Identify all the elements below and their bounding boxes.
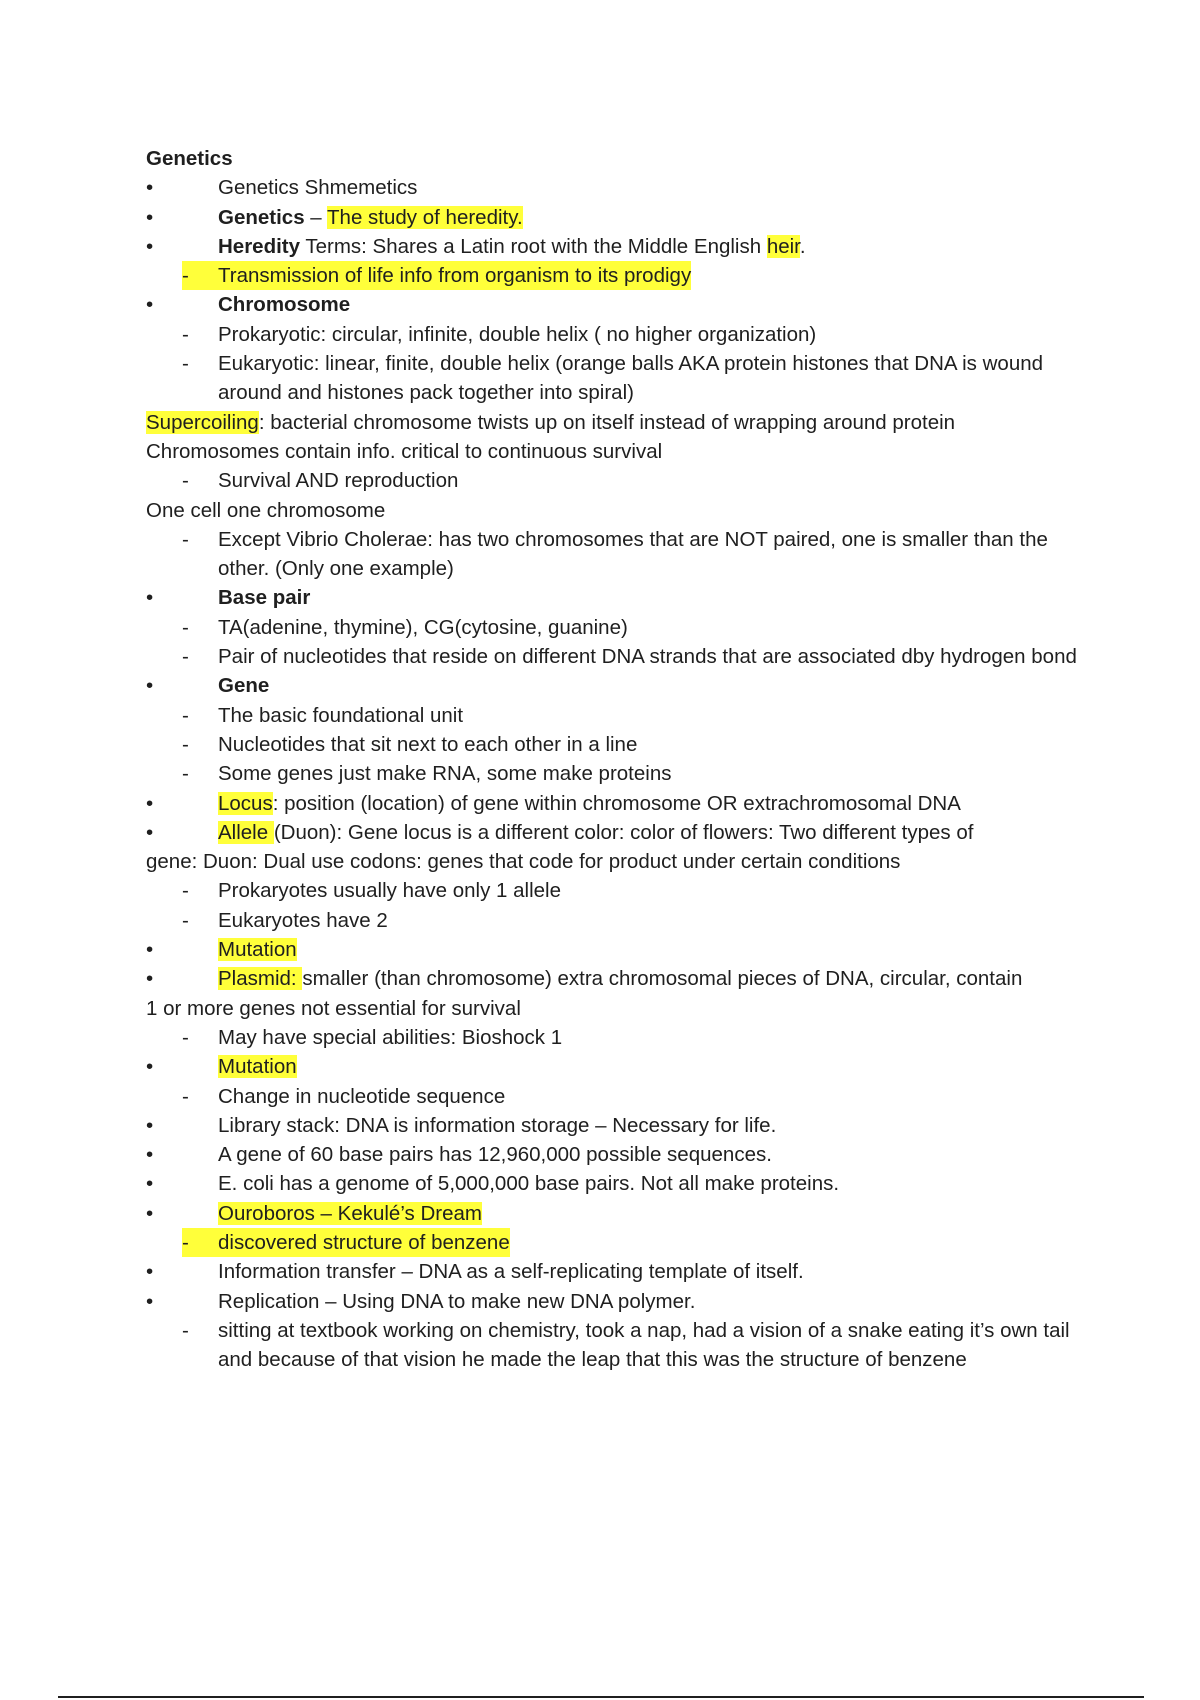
item-text: 1 or more genes not essential for survival [146,996,521,1020]
item-text: Terms: Shares a Latin root with the Middle English [300,234,767,258]
term-label: Heredity [218,234,301,258]
term-label: Gene [218,674,270,698]
item-text: Genetics Shmemetics [218,176,418,200]
paragraph-line [146,496,1096,525]
dash-marker: - [182,703,189,727]
dash-marker: - [182,908,189,932]
bullet-marker: • [146,1201,154,1225]
list-item [146,290,1096,319]
highlighted-term: Allele [218,820,274,844]
list-item [146,173,1096,202]
item-text: The basic foundational unit [218,703,464,727]
list-item [146,1287,1096,1316]
item-text: Nucleotides that sit next to each other in a line [218,732,638,756]
item-text: Pair of nucleotides that reside on different DNA strands that are associated dby hydrogen bond [218,645,1077,669]
bullet-marker: • [146,293,154,317]
list-item [146,1199,1096,1228]
bullet-marker: • [146,586,154,610]
list-subitem [146,759,1096,788]
item-text: sitting at textbook working on chemistry, took a nap, had a vision of a snake eating it’s own tail and because of that vision he made the leap that this was the structure of benzene [218,1318,1070,1372]
page-title: Genetics [146,147,233,170]
item-text: E. coli has a genome of 5,000,000 base pairs. Not all make proteins. [218,1172,840,1196]
bullet-marker: • [146,176,154,200]
list-subitem-highlighted [146,261,1096,290]
term-label: Chromosome [218,293,351,317]
item-text: discovered structure of benzene [218,1230,510,1254]
separator-text: – [304,205,328,229]
list-item [146,935,1096,964]
list-item [146,232,1096,261]
list-item [146,1052,1096,1081]
dash-marker: - [182,1230,189,1254]
item-text: A gene of 60 base pairs has 12,960,000 possible sequences. [218,1143,772,1167]
list-item [146,1140,1096,1169]
list-item [146,964,1096,993]
list-subitem [146,701,1096,730]
bullet-marker: • [146,674,154,698]
dash-marker: - [182,1025,189,1049]
bullet-marker: • [146,1143,154,1167]
bullet-marker: • [146,967,154,991]
list-item [146,818,1096,847]
term-label: Genetics [218,205,305,229]
list-item [146,203,1096,232]
list-item [146,671,1096,700]
highlighted-term: Mutation [218,938,297,962]
item-text: Change in nucleotide sequence [218,1084,506,1108]
list-item [146,1169,1096,1198]
list-subitem [146,730,1096,759]
highlighted-term: Mutation [218,1055,297,1079]
list-subitem [146,466,1096,495]
paragraph-line [146,408,1096,437]
list-subitem [146,1316,1096,1375]
item-text: : position (location) of gene within chromosome OR extrachromosomal DNA [272,791,961,815]
item-text: Survival AND reproduction [218,469,459,493]
list-item [146,1111,1096,1140]
notes-body [146,144,1096,1374]
item-text: Replication – Using DNA to make new DNA polymer. [218,1289,696,1313]
item-text: Except Vibrio Cholerae: has two chromosomes that are NOT paired, one is smaller than the other. (Only one example) [218,527,1048,581]
list-subitem [146,525,1096,584]
list-subitem-highlighted [146,1228,1096,1257]
dash-marker: - [182,732,189,756]
dash-marker: - [182,645,189,669]
bullet-marker: • [146,1172,154,1196]
term-label: Base pair [218,586,311,610]
list-subitem [146,906,1096,935]
item-text: One cell one chromosome [146,498,386,522]
item-text: Chromosomes contain info. critical to continuous survival [146,439,663,463]
bottom-rule [58,1696,1144,1698]
dash-marker: - [182,527,189,551]
list-item [146,1257,1096,1286]
list-subitem [146,876,1096,905]
bullet-marker: • [146,1260,154,1284]
bullet-marker: • [146,234,154,258]
highlighted-term: Locus [218,791,273,815]
dash-marker: - [182,762,189,786]
item-text: TA(adenine, thymine), CG(cytosine, guanine) [218,615,628,639]
item-text: Eukaryotes have 2 [218,908,388,932]
dash-marker: - [182,352,189,376]
dash-marker: - [182,322,189,346]
list-subitem [146,642,1096,671]
item-text: Eukaryotic: linear, finite, double helix (orange balls AKA protein histones that DNA is wound around and histones pack together into spiral) [218,352,1044,405]
bullet-marker: • [146,1113,154,1137]
paragraph-line [146,847,1096,876]
item-text: (Duon): Gene locus is a different color: color of flowers: Two different types of [273,820,974,844]
list-subitem [146,349,1096,408]
item-text: Library stack: DNA is information storage – Necessary for life. [218,1113,777,1137]
dash-marker: - [182,264,189,288]
list-subitem [146,1023,1096,1052]
item-text: Information transfer – DNA as a self-replicating template of itself. [218,1260,804,1284]
dash-marker: - [182,879,189,903]
paragraph-line [146,994,1096,1023]
paragraph-line [146,437,1096,466]
highlight-band [182,261,691,290]
bullet-marker: • [146,205,154,229]
highlighted-definition: The study of heredity. [327,205,523,229]
item-text: gene: Duon: Dual use codons: genes that code for product under certain conditions [146,850,901,874]
dash-marker: - [182,469,189,493]
list-subitem [146,613,1096,642]
list-subitem [146,320,1096,349]
bullet-marker: • [146,820,154,844]
highlighted-term: Supercoiling [146,410,259,434]
list-subitem [146,1082,1096,1111]
item-text: Prokaryotes usually have only 1 allele [218,879,561,903]
list-item [146,789,1096,818]
highlight-band [182,1228,510,1257]
highlighted-word: heir [766,234,800,258]
dash-marker: - [182,1318,189,1342]
item-text: smaller (than chromosome) extra chromosomal pieces of DNA, circular, contain [302,967,1023,991]
list-item [146,583,1096,612]
dash-marker: - [182,615,189,639]
dash-marker: - [182,1084,189,1108]
highlighted-term: Plasmid: [218,967,303,991]
item-text: Prokaryotic: circular, infinite, double helix ( no higher organization) [218,322,817,346]
item-text: May have special abilities: Bioshock 1 [218,1025,563,1049]
item-text: Some genes just make RNA, some make proteins [218,762,672,786]
item-text: : bacterial chromosome twists up on itself instead of wrapping around protein [258,410,956,434]
item-text: Transmission of life info from organism to its prodigy [218,264,692,288]
highlighted-term: Ouroboros – Kekulé’s Dream [218,1201,482,1225]
bullet-marker: • [146,1055,154,1079]
item-text: . [799,234,806,258]
bullet-marker: • [146,1289,154,1313]
bullet-marker: • [146,938,154,962]
bullet-marker: • [146,791,154,815]
